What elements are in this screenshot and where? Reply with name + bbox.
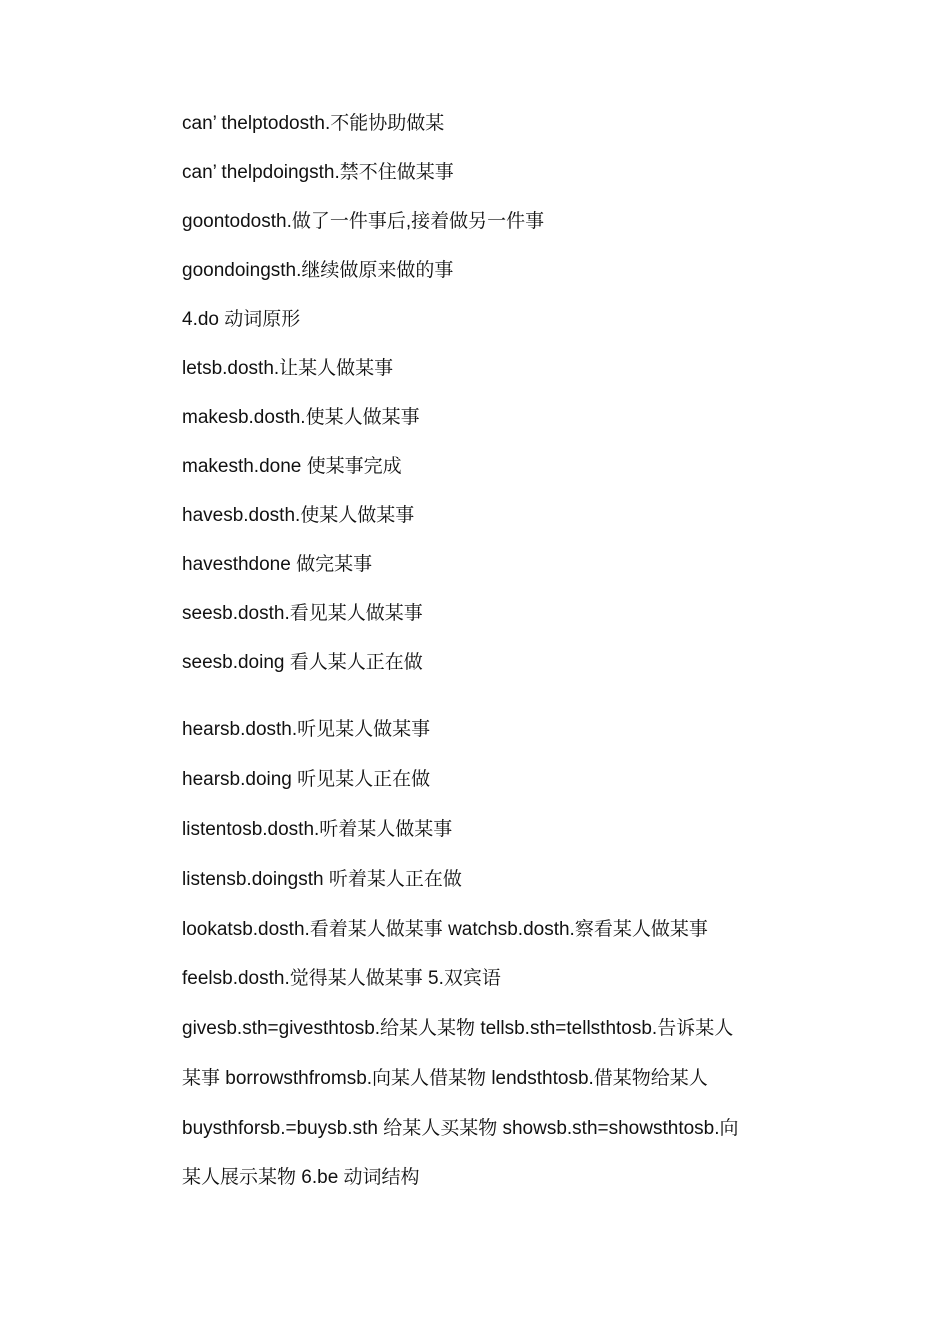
text-line: lookatsb.dosth.看着某人做某事 watchsb.dosth.察看某人做某事 (182, 919, 708, 940)
text-line: listentosb.dosth.听着某人做某事 (182, 819, 453, 840)
text-line: 某人展示某物 6.be 动词结构 (182, 1167, 420, 1188)
text-line: can’ thelpdoingsth.禁不住做某事 (182, 162, 454, 183)
text-line: 某事 borrowsthfromsb.向某人借某物 lendsthtosb.借某物给某人 (182, 1068, 708, 1089)
text-line: hearsb.dosth.听见某人做某事 (182, 719, 431, 740)
text-line: goondoingsth.继续做原来做的事 (182, 260, 454, 281)
text-line: havesthdone 做完某事 (182, 554, 373, 575)
text-line: feelsb.dosth.觉得某人做某事 5.双宾语 (182, 968, 501, 989)
text-line: can’ thelptodosth.不能协助做某 (182, 113, 445, 134)
text-line: letsb.dosth.让某人做某事 (182, 358, 394, 379)
text-line: goontodosth.做了一件事后,接着做另一件事 (182, 211, 545, 232)
text-line: listensb.doingsth 听着某人正在做 (182, 869, 462, 890)
section-heading: 4.do 动词原形 (182, 309, 301, 330)
text-line: givesb.sth=givesthtosb.给某人某物 tellsb.sth=tellsthtosb.告诉某人 (182, 1018, 734, 1039)
text-line: makesb.dosth.使某人做某事 (182, 407, 420, 428)
text-line: makesth.done 使某事完成 (182, 456, 402, 477)
text-line: havesb.dosth.使某人做某事 (182, 505, 415, 526)
text-line: hearsb.doing 听见某人正在做 (182, 769, 431, 790)
text-line: buysthforsb.=buysb.sth 给某人买某物 showsb.sth=showsthtosb.向 (182, 1118, 739, 1139)
text-line: seesb.dosth.看见某人做某事 (182, 603, 423, 624)
text-line: seesb.doing 看人某人正在做 (182, 652, 423, 673)
